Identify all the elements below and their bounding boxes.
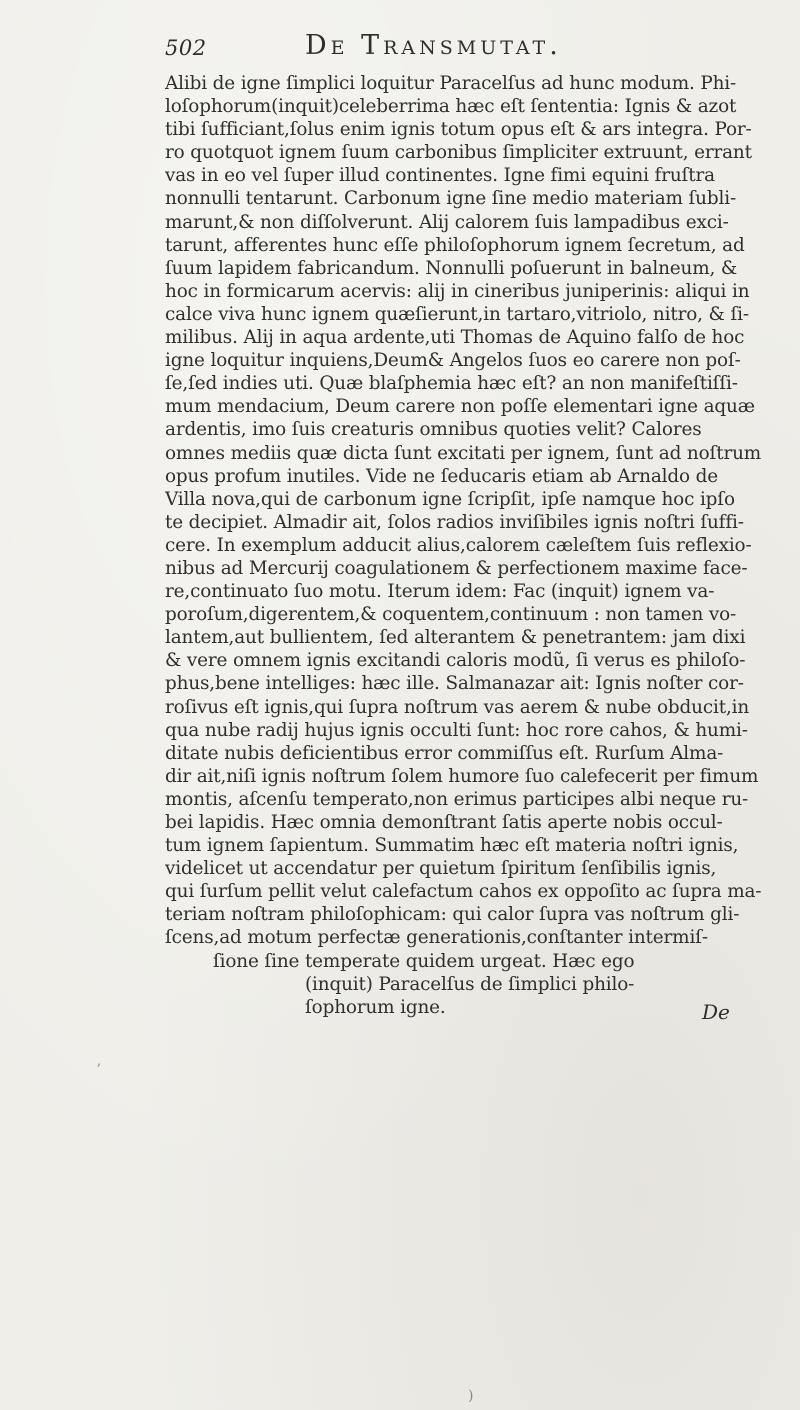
text-line: lantem,aut bullientem, ſed alterantem & penetrantem: jam dixi [165, 627, 746, 649]
page-number: 502 [165, 36, 207, 60]
catchword: De [702, 1000, 730, 1024]
text-line: Villa nova,qui de carbonum igne ſcripſit, ipſe namque hoc ipſo [165, 488, 735, 510]
text-line: te decipiet. Almadir ait, ſolos radios inviſibiles ignis noſtri ſuffi- [165, 511, 744, 533]
text-line: teriam noſtram philoſophicam: qui calor ſupra vas noſtrum gli- [165, 904, 740, 926]
text-line: ſophorum igne. [305, 996, 446, 1018]
running-title: De Transmutat. [305, 30, 562, 61]
page-header [165, 28, 765, 68]
text-line: poroſum,digerentem,& coquentem,continuum : non tamen vo- [165, 604, 737, 626]
text-line: ro quotquot ignem ſuum carbonibus ſimpliciter extruunt, errant [165, 142, 752, 164]
text-line: hoc in formicarum acervis: alij in cineribus juniperinis: aliqui in [165, 280, 750, 302]
text-line: tarunt, afferentes hunc eſſe philoſophorum ignem ſecretum, ad [165, 234, 745, 256]
text-line: bei lapidis. Hæc omnia demonſtrant ſatis aperte nobis occul- [165, 812, 723, 833]
text-line: montis, aſcenſu temperato,non erimus participes albi neque ru- [165, 788, 749, 810]
text-line: ditate nubis deficientibus error commiſſus eſt. Rurſum Alma- [165, 742, 724, 764]
text-line: nibus ad Mercurij coagulationem & perfectionem maxime face- [165, 557, 748, 579]
ink-mark: ʼ [96, 1062, 101, 1078]
text-line: omnes mediis quæ dicta ſunt excitati per ignem, ſunt ad noſtrum [165, 442, 762, 464]
text-line: ſione ſine temperate quidem urgeat. Hæc ego [213, 950, 635, 972]
text-line: re,continuato ſuo motu. Iterum idem: Fac (inquit) ignem va- [165, 581, 715, 603]
text-line: cere. In exemplum adducit alius,calorem cæleſtem ſuis reflexio- [165, 534, 752, 556]
text-line: qui ſurſum pellit velut calefactum cahos ex oppoſito ac ſupra ma- [165, 881, 762, 903]
text-line: qua nube radij hujus ignis occulti ſunt: hoc rore cahos, & humi- [165, 719, 748, 741]
body-text [165, 72, 773, 1019]
text-line: videlicet ut accendatur per quietum ſpiritum ſenſibilis ignis, [165, 858, 717, 880]
text-line: calce viva hunc ignem quæſierunt,in tartaro,vitriolo, nitro, & ſi- [165, 303, 749, 325]
text-line: nonnulli tentarunt. Carbonum igne ſine medio materiam ſubli- [165, 188, 737, 210]
text-line: tum ignem ſapientum. Summatim hæc eſt materia noſtri ignis, [165, 835, 739, 857]
text-line: marunt,& non diſſolverunt. Alij calorem ſuis lampadibus exci- [165, 211, 729, 233]
text-line: vas in eo vel ſuper illud continentes. Igne fimi equini fruſtra [165, 165, 715, 187]
text-line: & vere omnem ignis excitandi caloris modũ, ſi verus es philoſo- [165, 650, 746, 672]
text-line: phus,bene intelliges: hæc ille. Salmanazar ait: Ignis noſter cor- [165, 673, 744, 695]
text-line: tibi ſufficiant,ſolus enim ignis totum opus eſt & ars integra. Por- [165, 119, 752, 141]
text-line: ſcens,ad motum perfectæ generationis,conſtanter intermiſ- [165, 927, 708, 949]
text-line: milibus. Alij in aqua ardente,uti Thomas de Aquino falſo de hoc [165, 327, 745, 349]
text-line: mum mendacium, Deum carere non poſſe elementari igne aquæ [165, 396, 755, 418]
text-line: ſe,ſed indies uti. Quæ blaſphemia hæc eſt? an non manifeſtiſſi- [165, 373, 738, 395]
text-line: Alibi de igne ſimplici loquitur Paracelſus ad hunc modum. Phi- [165, 73, 737, 94]
text-line: ſuum lapidem fabricandum. Nonnulli poſuerunt in balneum, & [165, 257, 738, 279]
text-line: (inquit) Paracelſus de ſimplici philo- [305, 973, 635, 995]
text-line: loſophorum(inquit)celeberrima hæc eſt ſententia: Ignis & azot [165, 96, 737, 118]
text-line: igne loquitur inquiens,Deum& Angelos ſuos eo carere non poſ- [165, 350, 741, 372]
text-line: dir ait,niſi ignis noſtrum ſolem humore ſuo calefecerit per fimum [165, 765, 759, 787]
text-line: ardentis, imo ſuis creaturis omnibus quoties velit? Calores [165, 419, 702, 441]
ink-mark: ) [468, 1388, 474, 1404]
text-line: opus profum inutiles. Vide ne ſeducaris etiam ab Arnaldo de [165, 465, 718, 487]
text-line: roſivus eſt ignis,qui ſupra noſtrum vas aerem & nube obducit,in [165, 696, 750, 718]
